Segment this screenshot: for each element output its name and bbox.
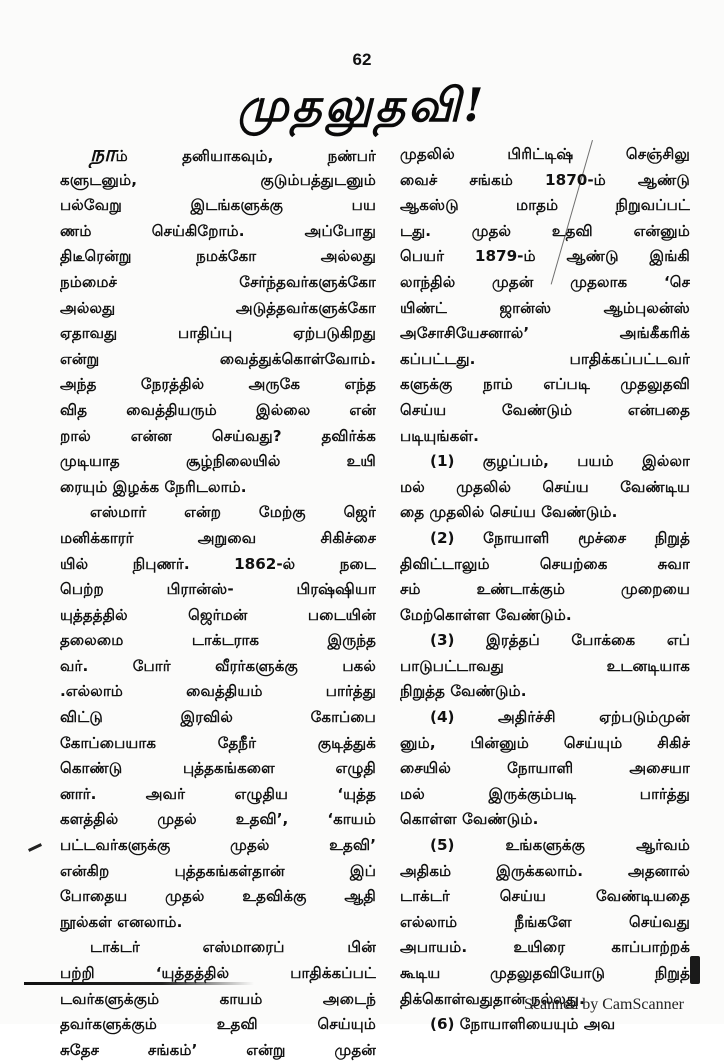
margin-pen-mark (28, 843, 42, 852)
scanner-watermark: Scanned by CamScanner (524, 996, 684, 1013)
text-line: தை முதலில் செய்ய வேண்டும். (400, 503, 618, 522)
text-line: யிண்ட் ஜான்ஸ் ஆம்புலன்ஸ் (400, 298, 690, 317)
text-line: ஏதாவது பாதிப்பு ஏற்படுகிறது (60, 324, 376, 343)
left-column (60, 142, 376, 1063)
text-line: நாம் தனியாகவும், நண்பர் (90, 142, 376, 167)
page-title: முதலுதவி! (237, 78, 487, 132)
text-line: களுக்கு நாம் எப்படி முதலுதவி (400, 375, 690, 394)
text-line: கொண்டு புத்தகங்களை எழுதி (60, 759, 376, 778)
text-line: நிறுத்த வேண்டும். (400, 682, 527, 701)
text-line: விட்டு இரவில் கோப்பை (60, 708, 376, 727)
text-line: ணம் செய்கிறோம். அப்போது (60, 221, 376, 240)
text-line: மல் இருக்கும்படி பார்த்து (400, 784, 690, 803)
text-line: பட்டவர்களுக்கு முதல் உதவி’ (60, 836, 376, 855)
text-line: முதலில் பிரிட்டிஷ் செஞ்சிலு (400, 145, 690, 163)
text-line: யில் நிபுணர். 1862-ல் நடை (60, 554, 376, 573)
text-line: சுதேச சங்கம்’ என்று முதன் (60, 1040, 376, 1059)
page-number: 62 (352, 50, 372, 69)
text-line: எல்லாம் நீங்களே செய்வது (400, 912, 690, 931)
text-line: கப்பட்டது. பாதிக்கப்பட்டவர் (400, 349, 690, 368)
text-line: வர். போர் வீரர்களுக்கு பகல் (60, 656, 376, 675)
text-line: மேற்கொள்ள வேண்டும். (400, 605, 572, 624)
page-edge-shadow (690, 956, 700, 984)
text-line: பற்றி ‘யுத்தத்தில் பாதிக்கப்பட் (60, 964, 376, 982)
text-line: போதைய முதல் உதவிக்கு ஆதி (60, 887, 376, 906)
bottom-rule-divider (24, 982, 254, 985)
text-line: அபாயம். உயிரை காப்பாற்றக் (400, 938, 690, 957)
text-line: திக்கொள்வதுதான் நல்லது. (400, 989, 585, 1008)
text-line: ஆகஸ்டு மாதம் நிறுவப்பட் (400, 196, 690, 215)
text-line: சையில் நோயாளி அசையா (400, 759, 690, 778)
list-item-2: (2) நோயாளி மூச்சை நிறுத் (430, 528, 690, 547)
text-line: .எல்லாம் வைத்தியம் பார்த்து (60, 682, 376, 701)
list-item-1: (1) குழப்பம், பயம் இல்லா (430, 452, 690, 471)
text-line: கூடிய முதலுதவியோடு நிறுத் (400, 964, 690, 982)
list-item-3: (3) இரத்தப் போக்கை எப் (430, 631, 690, 650)
text-line: கோப்பையாக தேநீர் குடித்துக் (60, 733, 376, 752)
text-line: எஸ்மார் என்ற மேற்கு ஜெர் (90, 503, 376, 522)
text-line: டவர்களுக்கும் காயம் அடைந் (60, 989, 376, 1008)
list-item-5: (5) உங்களுக்கு ஆர்வம் (430, 836, 690, 855)
text-line: என்கிற புத்தகங்கள்தான் இப் (60, 861, 376, 880)
text-line: லாந்தில் முதன் முதலாக ‘செ (400, 272, 690, 291)
text-line: தவர்களுக்கும் உதவி செய்யும் (60, 1015, 376, 1034)
text-line: படியுங்கள். (400, 426, 479, 445)
text-line: முடியாத சூழ்நிலையில் உயி (60, 452, 376, 471)
text-line: நம்மைச் சேர்ந்தவர்களுக்கோ (60, 272, 376, 291)
list-item-4: (4) அதிர்ச்சி ஏற்படும்முன் (430, 708, 690, 727)
text-line: வித வைத்தியரும் இல்லை என் (60, 400, 376, 419)
text-line: அல்லது அடுத்தவர்களுக்கோ (60, 298, 376, 317)
text-line: பெயர் 1879-ம் ஆண்டு இங்கி (400, 247, 690, 266)
drop-cap: நா (90, 142, 116, 167)
text-line: திவிட்டாலும் செயற்கை சுவா (400, 554, 690, 573)
text-line: டது. முதல் உதவி என்னும் (400, 221, 690, 240)
text-line: னார். அவர் எழுதிய ‘யுத்த (60, 784, 376, 803)
text-line: திடீரென்று நமக்கோ அல்லது (60, 247, 376, 266)
right-column (400, 142, 690, 1038)
text-line: களத்தில் முதல் உதவி’, ‘காயம் (60, 810, 376, 829)
text-line: மல் முதலில் செய்ய வேண்டிய (400, 477, 690, 496)
text-line: பாடுபட்டாவது உடனடியாக (400, 656, 690, 675)
text-line: செய்ய வேண்டும் என்பதை (400, 400, 690, 419)
text-line: றால் என்ன செய்வது? தவிர்க்க (60, 426, 376, 445)
text-line: னும், பின்னும் செய்யும் சிகிச் (400, 733, 690, 752)
text-line: ரையும் இழக்க நேரிடலாம். (60, 477, 247, 496)
text-line: மனிக்காரர் அறுவை சிகிச்சை (60, 528, 376, 547)
text-line: அசோசியேசனால்’ அங்கீகரிக் (400, 324, 690, 343)
text-line: தலைமை டாக்டராக இருந்த (60, 631, 376, 650)
text-line: பல்வேறு இடங்களுக்கு பய (60, 196, 376, 215)
text-line: களுடனும், குடும்பத்துடனும் (60, 170, 376, 189)
text-line: என்று வைத்துக்கொள்வோம். (60, 349, 376, 368)
text-line: டாக்டர் எஸ்மாரைப் பின் (90, 938, 376, 957)
text-line: சம் உண்டாக்கும் முறையை (400, 580, 690, 599)
text-line: அதிகம் இருக்கலாம். அதனால் (400, 861, 690, 880)
text-line: வைச் சங்கம் 1870-ம் ஆண்டு (400, 170, 690, 189)
text-line: அந்த நேரத்தில் அருகே எந்த (60, 375, 376, 394)
text-line: கொள்ள வேண்டும். (400, 810, 539, 829)
text-line: நூல்கள் எனலாம். (60, 912, 183, 931)
text-line: பெற்ற பிரான்ஸ்- பிரஷ்ஷியா (60, 580, 376, 599)
list-item-6: (6) நோயாளியையும் அவ (430, 1015, 616, 1034)
text-line: யுத்தத்தில் ஜெர்மன் படையின் (60, 605, 376, 624)
text-line: டாக்டர் செய்ய வேண்டியதை (400, 887, 690, 906)
